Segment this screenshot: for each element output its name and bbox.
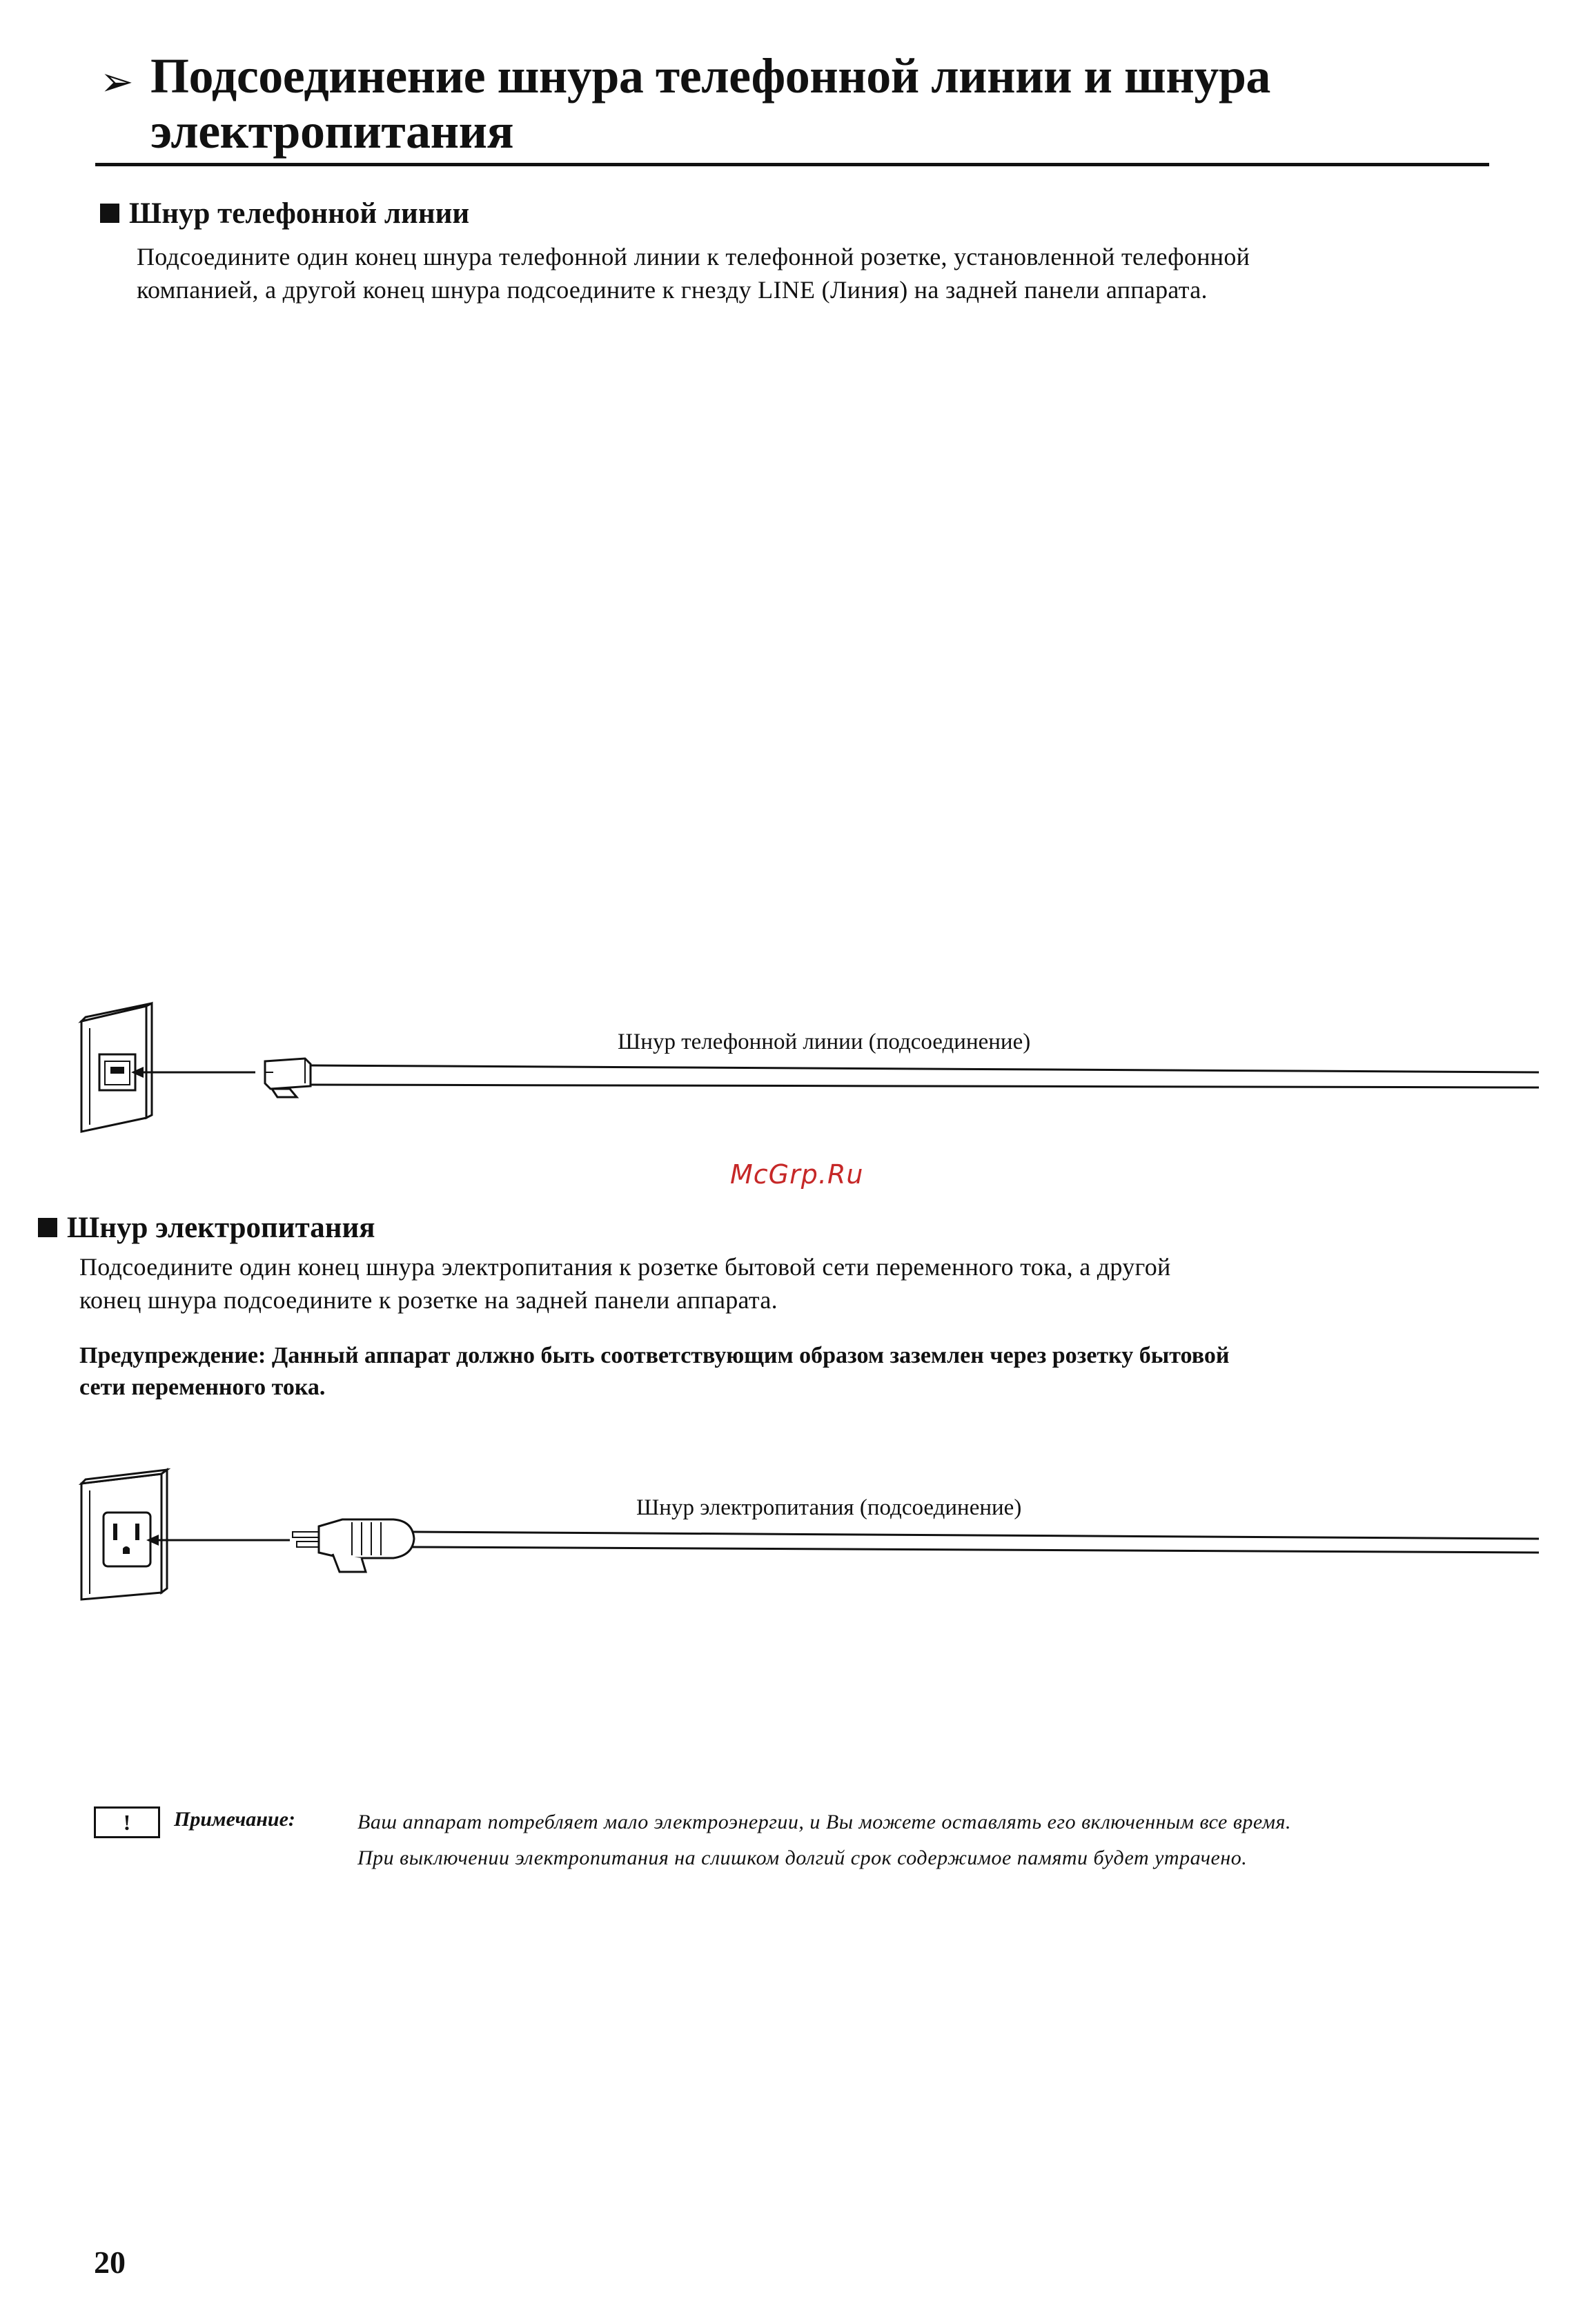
watermark-text: McGrp.Ru xyxy=(730,1159,864,1190)
ac-wall-outlet-icon xyxy=(81,1470,167,1599)
grounded-plug-icon xyxy=(293,1519,414,1572)
phone-section-body xyxy=(137,240,1489,306)
telephone-wall-jack-icon xyxy=(81,1003,152,1132)
power-cord-diagram xyxy=(69,1463,1553,1615)
phone-cord-line xyxy=(311,1065,1539,1087)
phone-body-line-1: Подсоедините один конец шнура телефонной линии к телефонной розетке, установленной телефонной xyxy=(137,243,1250,270)
title-arrow-icon: ➢ xyxy=(100,58,134,105)
power-body-line-2: конец шнура подсоедините к розетке на задней панели аппарата. xyxy=(79,1286,778,1314)
page-number: 20 xyxy=(94,2245,126,2280)
modular-plug-icon xyxy=(265,1058,311,1097)
power-cord-line xyxy=(413,1532,1539,1553)
power-section-heading-text: Шнур электропитания xyxy=(67,1212,375,1244)
note-label: Примечание: xyxy=(174,1808,295,1831)
phone-cord-diagram xyxy=(69,1001,1553,1139)
phone-cord-label: Шнур телефонной линии (подсоединение) xyxy=(618,1030,1031,1054)
note-line-2: При выключении электропитания на слишком долгий срок содержимое памяти будет утрачено. xyxy=(357,1847,1248,1869)
warning-line-2: сети переменного тока. xyxy=(79,1375,326,1400)
square-bullet-icon xyxy=(38,1218,57,1237)
grounding-warning xyxy=(79,1340,1487,1404)
phone-section-heading-text: Шнур телефонной линии xyxy=(129,197,470,230)
title-divider xyxy=(95,163,1489,166)
page-title-line-1: Подсоединение шнура телефонной линии и шнура xyxy=(150,48,1270,104)
power-section-body xyxy=(79,1250,1487,1317)
phone-body-line-2: компанией, а другой конец шнура подсоедините к гнезду LINE (Линия) на задней панели аппарата. xyxy=(137,276,1208,304)
page-title-line-2: электропитания xyxy=(150,104,514,159)
square-bullet-icon xyxy=(100,204,119,223)
warning-line-1: Предупреждение: Данный аппарат должно быть соответствующим образом заземлен через розетку бытовой xyxy=(79,1343,1230,1368)
note-exclamation-icon: ! xyxy=(94,1806,160,1838)
power-section-heading xyxy=(38,1211,375,1245)
note-text xyxy=(357,1804,1475,1876)
page-title xyxy=(150,48,1462,159)
phone-section-heading xyxy=(100,197,469,231)
power-cord-label: Шнур электропитания (подсоединение) xyxy=(636,1495,1022,1520)
note-line-1: Ваш аппарат потребляет мало электроэнергии, и Вы можете оставлять его включенным все время. xyxy=(357,1811,1292,1833)
power-body-line-1: Подсоедините один конец шнура электропитания к розетке бытовой сети переменного тока, а другой xyxy=(79,1253,1171,1281)
